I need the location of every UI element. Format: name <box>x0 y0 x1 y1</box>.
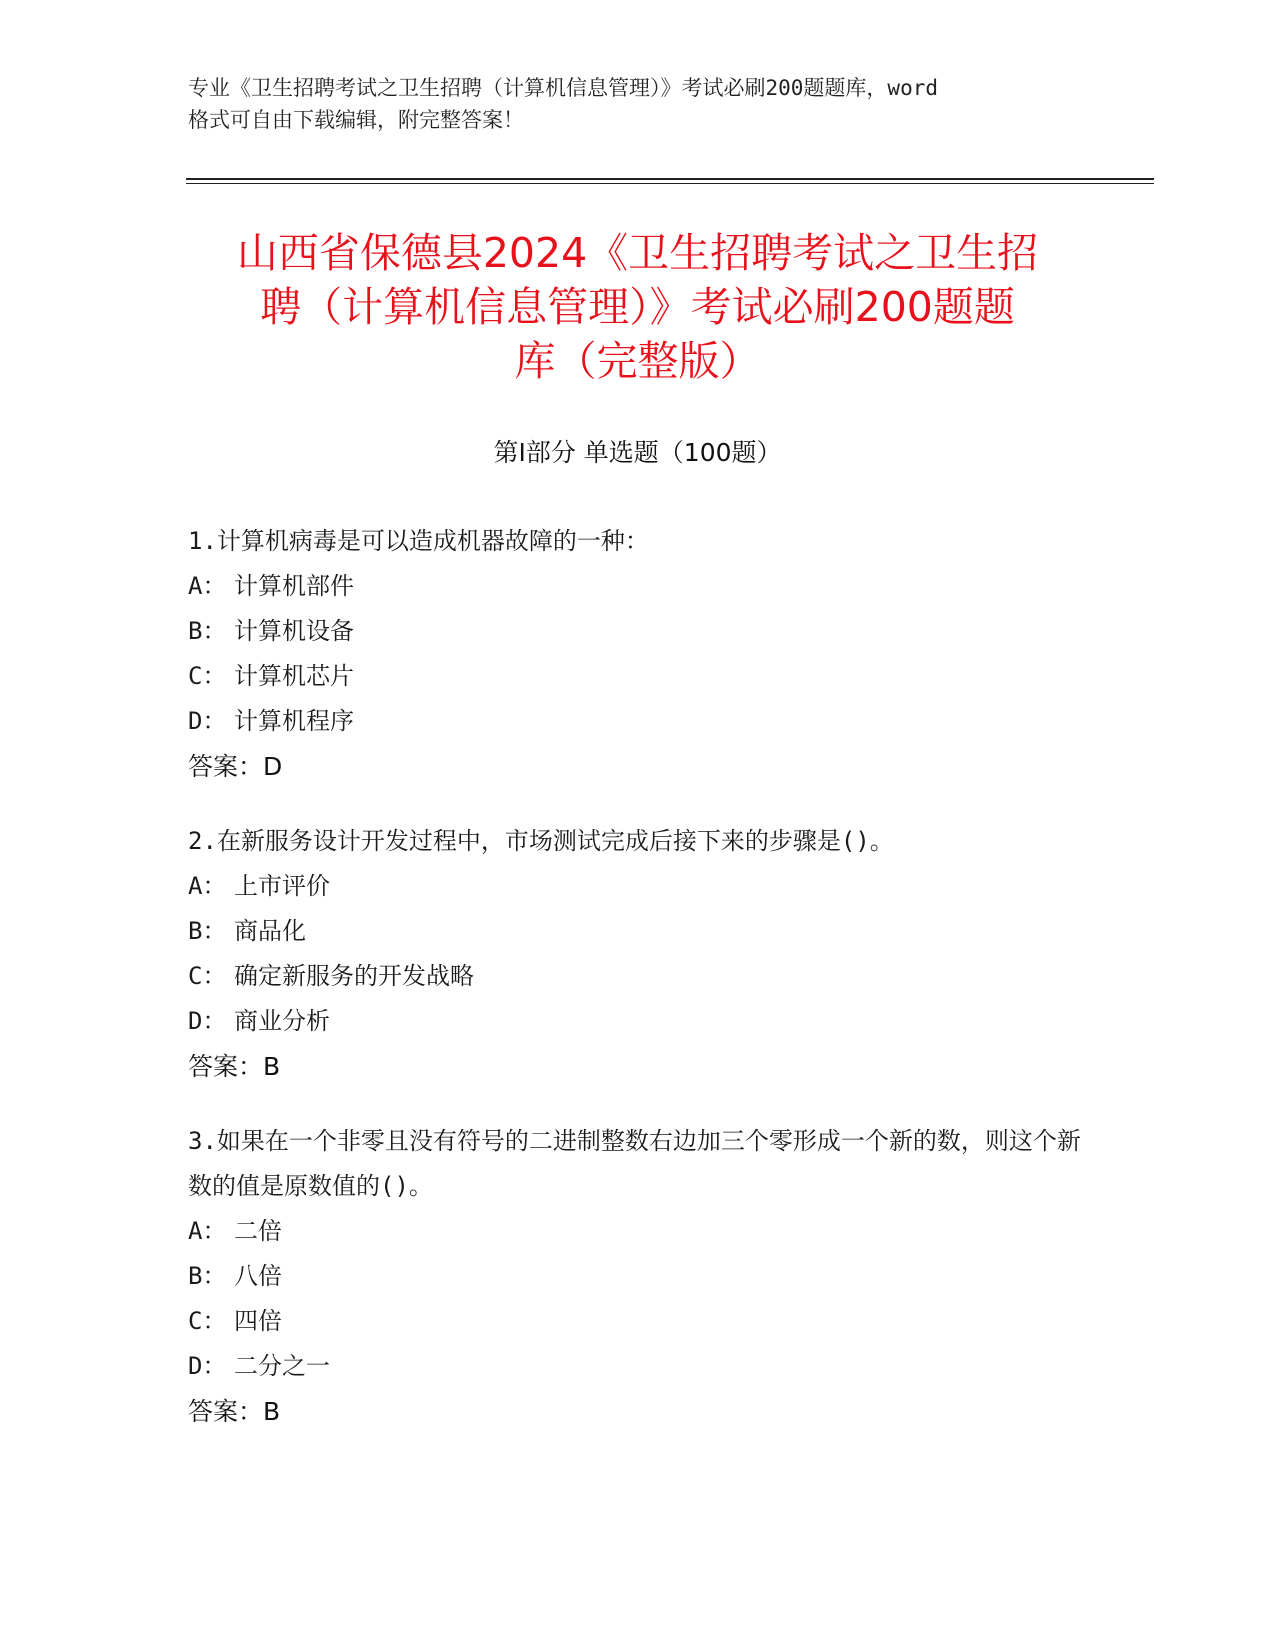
answer: 答案：B <box>188 1397 281 1426</box>
header-note <box>188 72 1088 136</box>
title-line-2: 聘（计算机信息管理）》考试必刷200题题 <box>260 283 1015 331</box>
document-title <box>160 226 1115 388</box>
option-text: 确定新服务的开发战略 <box>234 962 474 990</box>
question-stem: 2.在新服务设计开发过程中，市场测试完成后接下来的步骤是()。 <box>188 827 894 855</box>
option-letter: C： <box>188 662 227 690</box>
question-stem: 1.计算机病毒是可以造成机器故障的一种： <box>188 527 649 555</box>
option-letter: A： <box>188 1217 227 1245</box>
option-c <box>188 654 1088 699</box>
option-a <box>188 1209 1088 1254</box>
answer: 答案：D <box>188 752 283 781</box>
question-stem: 3.如果在一个非零且没有符号的二进制整数右边加三个零形成一个新的数，则这个新数的值是原数值的()。 <box>188 1127 1081 1200</box>
header-divider-thin <box>186 183 1154 184</box>
option-letter: D： <box>188 1007 227 1035</box>
option-d <box>188 1344 1088 1389</box>
option-text: 八倍 <box>234 1262 282 1290</box>
title-line-3: 库（完整版） <box>514 337 761 385</box>
header-divider-thick <box>186 178 1154 180</box>
header-note-line-2: 格式可自由下载编辑，附完整答案！ <box>188 108 524 132</box>
option-text: 四倍 <box>234 1307 282 1335</box>
option-letter: D： <box>188 1352 227 1380</box>
option-text: 计算机设备 <box>234 617 354 645</box>
question-3 <box>188 1119 1088 1434</box>
option-a <box>188 864 1088 909</box>
option-b <box>188 909 1088 954</box>
option-d <box>188 999 1088 1044</box>
option-text: 计算机部件 <box>234 572 354 600</box>
option-letter: A： <box>188 872 227 900</box>
option-d <box>188 699 1088 744</box>
option-letter: D： <box>188 707 227 735</box>
option-letter: C： <box>188 1307 227 1335</box>
question-1 <box>188 519 1088 789</box>
answer: 答案：B <box>188 1052 281 1081</box>
option-text: 上市评价 <box>234 872 330 900</box>
option-text: 商品化 <box>234 917 306 945</box>
question-list <box>188 525 1088 1470</box>
option-text: 计算机程序 <box>234 707 354 735</box>
section-heading: 第Ⅰ部分 单选题（100题） <box>493 438 782 467</box>
header-note-line-1: 专业《卫生招聘考试之卫生招聘（计算机信息管理）》考试必刷200题题库，word <box>188 76 938 100</box>
option-letter: C： <box>188 962 227 990</box>
question-2 <box>188 819 1088 1089</box>
option-letter: B： <box>188 917 227 945</box>
option-b <box>188 609 1088 654</box>
option-text: 二倍 <box>234 1217 282 1245</box>
option-letter: A： <box>188 572 227 600</box>
option-letter: B： <box>188 617 227 645</box>
option-c <box>188 954 1088 999</box>
option-c <box>188 1299 1088 1344</box>
option-b <box>188 1254 1088 1299</box>
option-text: 商业分析 <box>234 1007 330 1035</box>
option-letter: B： <box>188 1262 227 1290</box>
option-text: 二分之一 <box>234 1352 330 1380</box>
title-line-1: 山西省保德县2024《卫生招聘考试之卫生招 <box>236 229 1039 277</box>
option-a <box>188 564 1088 609</box>
option-text: 计算机芯片 <box>234 662 354 690</box>
